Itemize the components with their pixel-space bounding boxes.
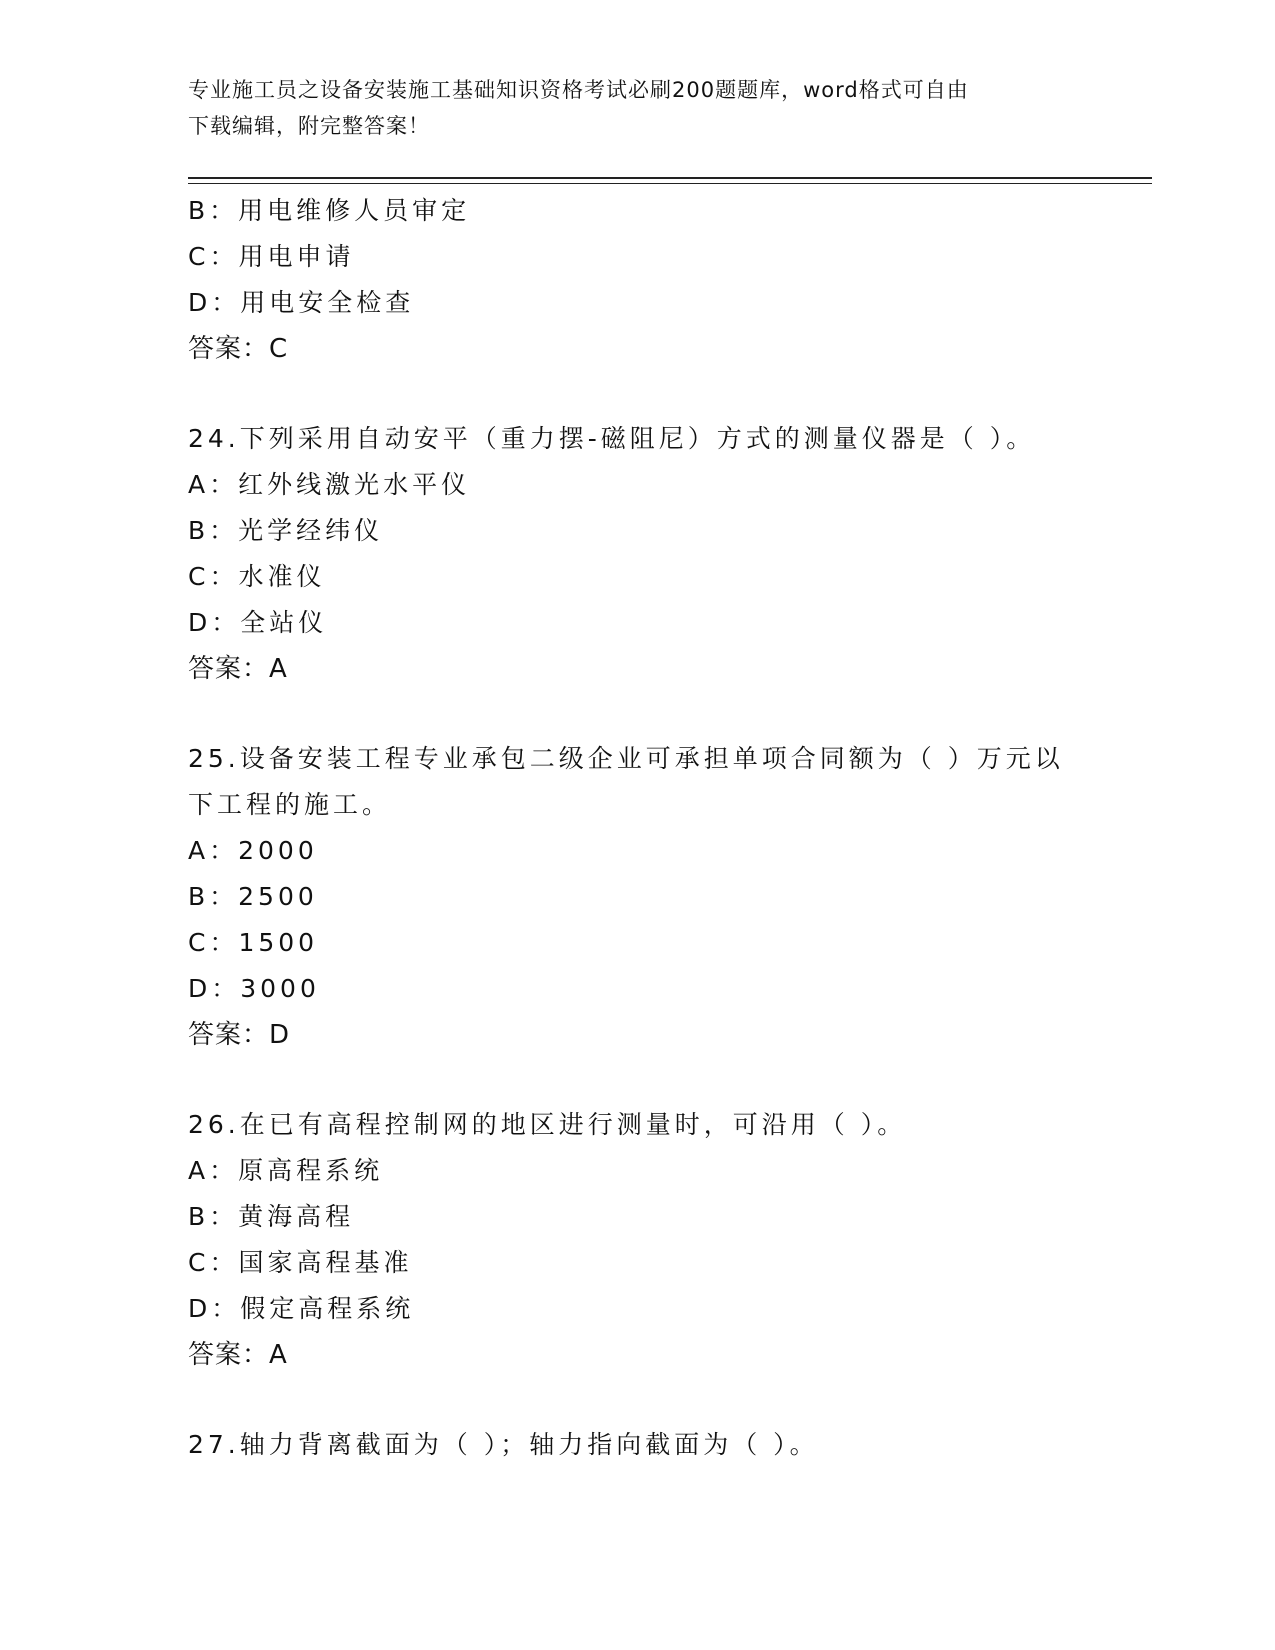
question-23-continued [188, 188, 1088, 372]
question-stem: 27.轴力背离截面为（ ）；轴力指向截面为（ ）。 [188, 1430, 819, 1459]
option-b: B：用电维修人员审定 [188, 196, 471, 225]
option-c: C：水准仪 [188, 562, 326, 591]
option-b: B：2500 [188, 882, 318, 911]
header-divider-thin [188, 183, 1152, 184]
question-list [188, 188, 1088, 1468]
option-d: D：假定高程系统 [188, 1294, 415, 1323]
document-header [188, 72, 1068, 144]
answer-line: 答案：A [188, 1340, 288, 1370]
question-stem: 26.在已有高程控制网的地区进行测量时，可沿用（ ）。 [188, 1110, 907, 1139]
option-d: D：全站仪 [188, 608, 328, 637]
question-stem: 25.设备安装工程专业承包二级企业可承担单项合同额为（ ）万元以 [188, 744, 1064, 773]
question-stem: 24.下列采用自动安平（重力摆-磁阻尼）方式的测量仪器是（ ）。 [188, 424, 1036, 453]
answer-line: 答案：D [188, 1020, 291, 1050]
header-title-line-2: 下载编辑，附完整答案！ [188, 114, 430, 138]
question-25 [188, 736, 1088, 1058]
header-divider-thick [188, 177, 1152, 179]
question-24 [188, 416, 1088, 692]
question-26 [188, 1102, 1088, 1378]
option-a: A：红外线激光水平仪 [188, 470, 471, 499]
option-c: C：1500 [188, 928, 319, 957]
option-a: A：原高程系统 [188, 1156, 384, 1185]
option-d: D：用电安全检查 [188, 288, 415, 317]
option-b: B：光学经纬仪 [188, 516, 384, 545]
header-title-line-1: 专业施工员之设备安装施工基础知识资格考试必刷200题题库，word格式可自由 [188, 78, 969, 102]
question-stem-continued: 下工程的施工。 [188, 790, 392, 819]
option-a: A：2000 [188, 836, 318, 865]
answer-line: 答案：C [188, 334, 289, 364]
question-27 [188, 1422, 1088, 1468]
option-c: C：国家高程基准 [188, 1248, 413, 1277]
option-d: D：3000 [188, 974, 320, 1003]
answer-line: 答案：A [188, 654, 288, 684]
option-b: B：黄海高程 [188, 1202, 355, 1231]
option-c: C：用电申请 [188, 242, 355, 271]
